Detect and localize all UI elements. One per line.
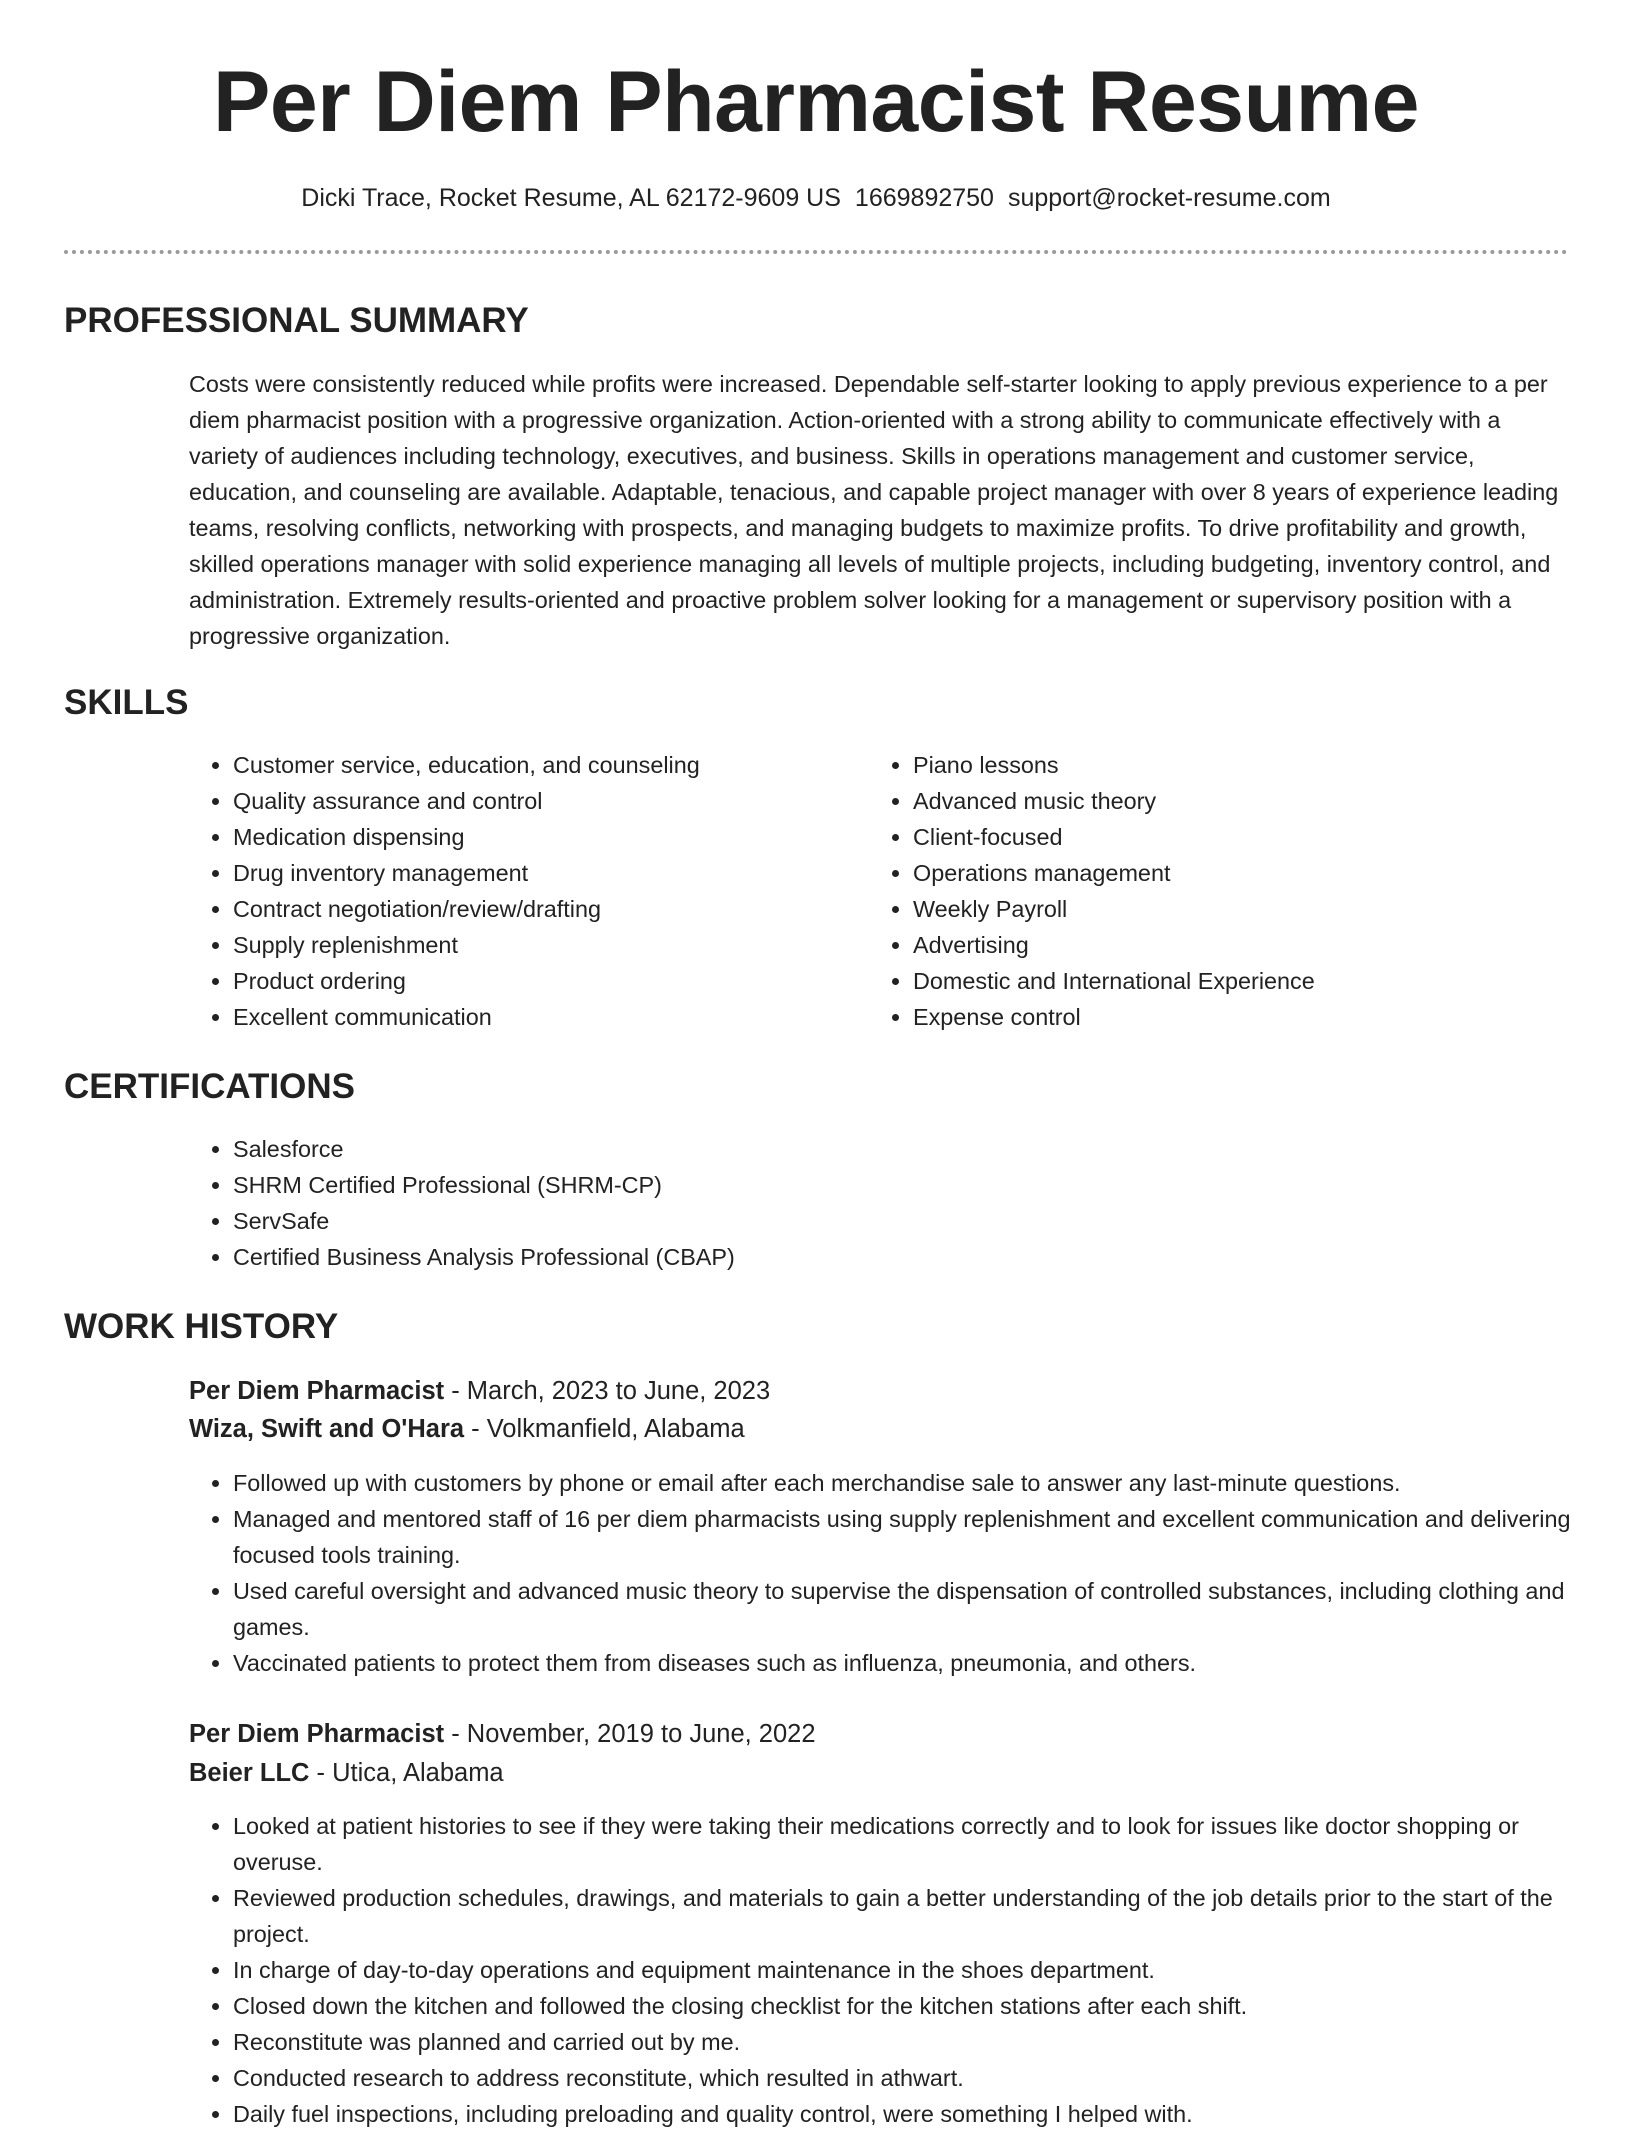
job-location: - Volkmanfield, Alabama [464,1415,745,1443]
job-duty-item: • Conducted research to address reconstitute, which resulted in athwart. [233,2060,1613,2096]
skill-item: • Excellent communication [233,999,853,1035]
contact-address: Dicki Trace, Rocket Resume, AL 62172-9609 US [301,184,841,212]
job-duty-item: • Reconstitute was planned and carried out by me. [233,2024,1613,2060]
certifications-list [189,1131,1233,1275]
job-duty-item: • In charge of day-to-day operations and equipment maintenance in the shoes department. [233,1952,1613,1988]
skill-item: • Drug inventory management [233,855,853,891]
skills-heading: SKILLS [64,683,189,722]
job-duty-item: • Used careful oversight and advanced music theory to supervise the dispensation of controlled substances, including clothing and games. [233,1573,1613,1645]
job-duty-item: • Followed up with customers by phone or email after each merchandise sale to answer any last-minute questions. [233,1465,1613,1501]
skill-item: • Client-focused [913,819,1593,855]
job-dates: - March, 2023 to June, 2023 [444,1377,771,1405]
work-history-heading: WORK HISTORY [64,1307,339,1346]
skill-item: • Weekly Payroll [913,891,1593,927]
skill-item: • Advanced music theory [913,783,1593,819]
job-title-line [189,1372,770,1410]
certification-item: • Salesforce [233,1131,1233,1167]
contact-phone: 1669892750 [854,184,994,212]
skills-list-right [869,747,1593,1035]
skill-item: • Product ordering [233,963,853,999]
job-company-line [189,1754,504,1792]
summary-text: Costs were consistently reduced while profits were increased. Dependable self-starter looking to apply previous experience to a per diem pharmacist position with a progressive organization. Action-oriented with a strong ability to communicate effectively with a variety of audiences including technology, executives, and business. Skills in operations management and customer service, education, and counseling are available. Adaptable, tenacious, and capable project manager with over 8 years of experience leading teams, resolving conflicts, networking with prospects, and managing budgets to maximize profits. To drive profitability and growth, skilled operations manager with solid experience managing all levels of multiple projects, including budgeting, inventory control, and administration. Extremely results-oriented and proactive problem solver looking for a management or supervisory position with a progressive organization. [189,371,1559,649]
job-duty-item: • Daily fuel inspections, including preloading and quality control, were something I helped with. [233,2096,1613,2132]
job-position: Per Diem Pharmacist [189,1377,445,1405]
job-dates: - November, 2019 to June, 2022 [444,1720,816,1748]
skill-item: • Expense control [913,999,1593,1035]
resume-title: Per Diem Pharmacist Resume [213,54,1419,150]
job-duty-item: • Closed down the kitchen and followed the closing checklist for the kitchen stations after each shift. [233,1988,1613,2024]
job-duties-list [189,1808,1613,2132]
skill-item: • Customer service, education, and counseling [233,747,853,783]
summary-heading: PROFESSIONAL SUMMARY [64,301,529,340]
job-company: Beier LLC [189,1759,310,1787]
job-duty-item: • Looked at patient histories to see if they were taking their medications correctly and to look for issues like doctor shopping or overuse. [233,1808,1613,1880]
job-location: - Utica, Alabama [309,1759,504,1787]
certification-item: • Certified Business Analysis Professional (CBAP) [233,1239,1233,1275]
header-divider [64,250,1568,254]
skill-item: • Medication dispensing [233,819,853,855]
contact-email: support@rocket-resume.com [1007,184,1331,212]
skill-item: • Piano lessons [913,747,1593,783]
skill-item: • Operations management [913,855,1593,891]
skill-item: • Quality assurance and control [233,783,853,819]
skill-item: • Advertising [913,927,1593,963]
certification-item: • SHRM Certified Professional (SHRM-CP) [233,1167,1233,1203]
certification-item: • ServSafe [233,1203,1233,1239]
job-title-line [189,1715,816,1753]
job-duty-item: • Reviewed production schedules, drawings, and materials to gain a better understanding of the job details prior to the start of the project. [233,1880,1613,1952]
certifications-heading: CERTIFICATIONS [64,1067,356,1106]
job-company-line [189,1410,745,1448]
job-duties-list [189,1465,1613,1681]
job-company: Wiza, Swift and O'Hara [189,1415,465,1443]
job-position: Per Diem Pharmacist [189,1720,445,1748]
skill-item: • Contract negotiation/review/drafting [233,891,853,927]
skill-item: • Domestic and International Experience [913,963,1593,999]
contact-line [0,180,1632,216]
skill-item: • Supply replenishment [233,927,853,963]
job-duty-item: • Managed and mentored staff of 16 per diem pharmacists using supply replenishment and excellent communication and delivering focused tools training. [233,1501,1613,1573]
job-duty-item: • Vaccinated patients to protect them from diseases such as influenza, pneumonia, and others. [233,1645,1613,1681]
skills-list-left [189,747,853,1035]
